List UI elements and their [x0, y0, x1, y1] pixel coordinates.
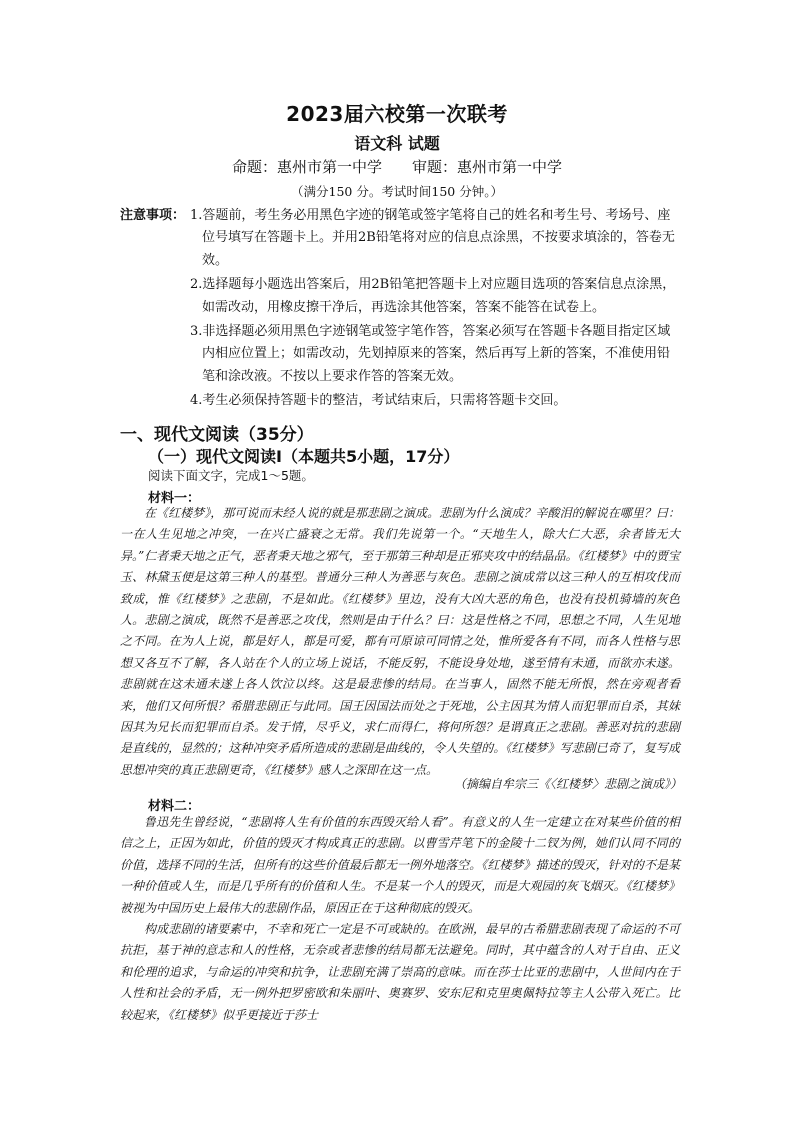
section-heading: 一、现代文阅读（35分） — [120, 425, 314, 445]
notice-item: 1.答题前，考生务必用黑色字迹的钢笔或签字笔将自己的姓名和考生号、考场号、座位号填写在答题卡上。并用2B铅笔将对应的信息点涂黑，不按要求填涂的，答卷无效。 — [190, 208, 675, 268]
reading-instruction: 阅读下面文字，完成1～5题。 — [148, 468, 314, 483]
exam-title: 2023届六校第一次联考 — [286, 102, 508, 126]
notice-label: 注意事项： — [120, 208, 186, 223]
proposer-text: 命题：惠州市第一中学 — [231, 158, 382, 176]
material1-paragraph: 在《红楼梦》，那可说而未经人说的就是那悲剧之演成。悲剧为什么演成？辛酸泪的解说在哪里？曰：一在人生见地之冲突，一在兴亡盛衰之无常。我们先说第一个。“天地生人，除大仁大恶，余者皆无大异。”仁者秉天地之正气，恶者秉天地之邪气，至于那第三种却是正邪夹攻中的结晶品。《红楼梦》中的贾宝玉、林黛玉便是这第三种人的基型。普通分三种人为善恶与灰色。悲剧之演成常以这三种人的互相攻伐而致成，惟《红楼梦》之悲剧，不是如此。《红楼梦》里边，没有大凶大恶的角色，也没有投机骑墙的灰色人。悲剧之演成，既然不是善恶之攻伐，然则是由于什么？曰：这是性格之不同，思想之不同，人生见地之不同。在为人上说，都是好人，都是可爱，都有可原谅可同情之处，惟所爱各有不同，而各人性格与思想又各互不了解，各人站在个人的立场上说话，不能反躬，不能设身处地，遂至情有未通，而欲亦未遂。悲剧就在这未通未遂上各人饮泣以终。这是最悲惨的结局。在当事人，固然不能无所恨，然在旁观者看来，他们又何所恨？希腊悲剧正与此同。国王因国法而处之于死地，公主因其为情人而犯罪而自杀，其妹因其为兄长而犯罪而自杀。发于情，尽乎义，求仁而得仁，将何所怨？是谓真正之悲剧。善恶对抗的悲剧是直线的，显然的；这种冲突矛盾所造成的悲剧是曲线的，令人失望的。《红楼梦》写悲剧已奇了，复写成思想冲突的真正悲剧更奇，《红楼梦》感人之深即在这一点。 — [120, 506, 680, 777]
material2-paragraph: 构成悲剧的诸要素中，不幸和死亡一定是不可或缺的。在欧洲，最早的古希腊悲剧表现了命运的不可抗拒，基于神的意志和人的性格，无奈或者悲惨的结局都无法避免。同时，其中蕴含的人对于自由、正义和伦理的追求，与命运的冲突和抗争，让悲剧充满了崇高的意味。而在莎士比亚的悲剧中，人世间内在于人性和社会的矛盾，无一例外把罗密欧和朱丽叶、奥赛罗、安东尼和克里奥佩特拉等主人公带入死亡。比较起来，《红楼梦》似乎更接近于莎士 — [120, 922, 680, 1022]
material2-label: 材料二： — [148, 799, 201, 814]
notice-item: 3.非选择题必须用黑色字迹钢笔或签字笔作答，答案必须写在答题卡各题目指定区域内相应位置上；如需改动，先划掉原来的答案，然后再写上新的答案，不准使用铅笔和涂改液。不按以上要求作答的答案无效。 — [190, 324, 671, 384]
section-subheading: （一）现代文阅读Ⅰ（本题共5小题，17分） — [148, 447, 460, 466]
material1-source: （摘编自牟宗三《〈红楼梦〉悲剧之演成》） — [453, 777, 682, 791]
notice-block — [120, 205, 680, 415]
exam-authors — [0, 156, 794, 177]
reviewer-text: 审题：惠州市第一中学 — [412, 158, 563, 176]
material2-body — [120, 812, 680, 1026]
exam-subtitle: 语文科 试题 — [354, 134, 440, 153]
material2-paragraph: 鲁迅先生曾经说，“悲剧将人生有价值的东西毁灭给人看”。有意义的人生一定建立在对某些价值的相信之上，正因为如此，价值的毁灭才构成真正的悲剧。以曹雪芹笔下的金陵十二钗为例，她们认同不同的价值，选择不同的生活，但所有的这些价值最后都无一例外地落空。《红楼梦》描述的毁灭，针对的不是某一种价值或人生，而是几乎所有的价值和人生。不是某一个人的毁灭，而是大观园的灰飞烟灭。《红楼梦》被视为中国历史上最伟大的悲剧作品，原因正在于这种彻底的毁灭。 — [120, 815, 680, 915]
material1-label: 材料一： — [148, 491, 201, 506]
score-info: （满分150 分。考试时间150 分钟。） — [291, 184, 503, 199]
notice-item: 2.选择题每小题选出答案后，用2B铅笔把答题卡上对应题目选项的答案信息点涂黑，如需改动，用橡皮擦干净后，再选涂其他答案，答案不能答在试卷上。 — [190, 277, 676, 315]
material1-body — [120, 503, 680, 781]
notice-item: 4.考生必须保持答题卡的整洁，考试结束后，只需将答题卡交回。 — [190, 393, 567, 409]
